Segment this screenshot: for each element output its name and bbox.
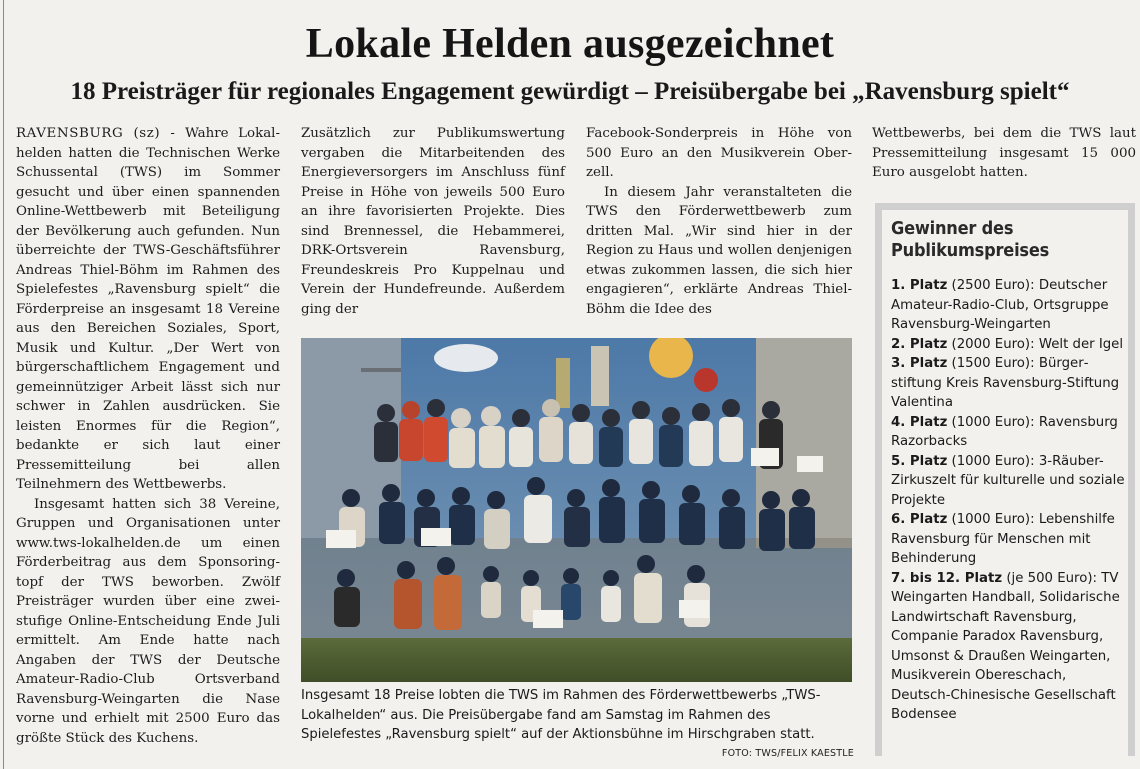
paragraph (16, 124, 280, 495)
photo-caption: Insgesamt 18 Preise lobten die TWS im Rahmen des Förderwettbewerbs „TWS-Lokalhelden“ aus. Die Preisübergabe fand am Samstag im Rahmen des Spielefestes „Ravensburg spielt“ auf der Aktionsbühne im Hirschgraben statt. (301, 688, 821, 742)
headline: Lokale Helden ausgezeichnet (305, 21, 835, 67)
list-item (891, 569, 1129, 725)
paragraph: In diesem Jahr veranstalteten die TWS den Förderwettbewerb zum dritten Mal. „Wir sind hier in der Region zu Haus und wollen denjenigen etwas zukommen lassen, die sich hier engagieren“, erklärte Andreas Thiel-Böhm die Idee des (586, 184, 852, 317)
place-label: 3. Platz (891, 356, 948, 371)
place-text: (1000 Euro): Lebenshilfe Ravensburg für Menschen mit Behinderung (891, 512, 1115, 566)
place-text: (1000 Euro): 3-Räuber-Zirkuszelt für kulturelle und soziale Projekte (891, 453, 1125, 508)
article-column-1 (16, 124, 280, 748)
list-item (891, 452, 1129, 511)
paragraph: Insgesamt hatten sich 38 Vereine, Gruppen und Organisationen unter www.tws-lokalhelden.de um einen Förderbeitrag aus dem Sponsoringtopf der TWS beworben. Zwölf Preisträger wurden über eine zweistufige Online-Entscheidung Ende Juli ermittelt. Am Ende hatte nach Angaben der TWS der Deutsche Amateur-Radio-Club Ortsverband Ravensburg-Weingarten die Nase vorne und erhielt mit 2500 Euro das größte Stück des Kuchens. (16, 496, 280, 746)
place-label: 4. Platz (891, 414, 948, 430)
photo-credit: FOTO: TWS/FELIX KAESTLE (721, 748, 854, 759)
article-column-4 (872, 124, 1136, 183)
place-text: (je 500 Euro): TV Weingarten Handball, Solidarische Landwirtschaft Ravensburg, Companie Paradox Ravensburg, Umsonst & Draußen Weingarten, Musikverein Obereschach, Deutsch-Chinesische Gesellschaft Bodensee (891, 570, 1120, 722)
paragraph-text: Wahre Lokalhelden hatten die Technischen Werke Schussental (TWS) im Sommer gesucht und über einen spannenden Online-Wettbewerb mit Beteiligung der Bevölkerung auch gefunden. Nun überreichte der TWS-Geschäftsführer Andreas Thiel-Böhm im Rahmen des Spielefestes „Ravensburg spielt“ die Förderpreise an insgesamt 18 Vereine aus den Bereichen Soziales, Sport, Musik und Kultur. „Der Wert von bürgerschaftlichem Engagement und gemeinnütziger Arbeit lässt sich nur schwer in Zahlen ausdrücken. Sie leisten Enormes für die Region“, bedankte er sich laut einer Pressemitteilung bei allen Teilnehmern des Wettbewerbs. (16, 126, 280, 492)
subheadline: 18 Preisträger für regionales Engagement gewürdigt – Preisübergabe bei „Ravensburg spielt“ (70, 78, 1070, 105)
place-label: 2. Platz (891, 336, 948, 352)
list-item (891, 276, 1129, 335)
place-label: 7. bis 12. Platz (891, 570, 1003, 586)
list-item (891, 510, 1129, 569)
list-item (891, 354, 1129, 413)
group-photo (301, 338, 852, 682)
list-item (891, 413, 1129, 452)
place-label: 5. Platz (891, 453, 948, 469)
article-column-2 (301, 124, 565, 319)
place-label: 6. Platz (891, 512, 948, 527)
article-column-3 (586, 124, 852, 319)
paragraph: Facebook-Sonderpreis in Höhe von 500 Euro an den Musikverein Oberzell. (586, 126, 852, 180)
place-text: (2500 Euro): Deutscher Amateur-Radio-Club, Ortsgruppe Ravensburg-Weingarten (891, 278, 1109, 332)
place-label: 1. Platz (891, 278, 948, 293)
list-item (891, 335, 1129, 355)
place-text: (2000 Euro): Welt der Igel (947, 336, 1124, 352)
paragraph: Zusätzlich zur Publikumswertung vergaben die Mitarbeitenden des Energieversorgers im Anschluss fünf Preise in Höhe von jeweils 500 Euro an ihre favorisierten Projekte. Dies sind Brennessel, die Hebammerei, DRK-Ortsverein Ravensburg, Freundeskreis Pro Kuppelnau und Verein der Hundefreunde. Außerdem ging der (301, 126, 565, 317)
paragraph: Wettbewerbs, bei dem die TWS laut Pressemitteilung insgesamt 15 000 Euro ausgelobt hatten. (872, 126, 1136, 180)
place-text: (1500 Euro): Bürgerstiftung Kreis Ravensburg-Stiftung Valentina (891, 356, 1120, 410)
dateline: RAVENSBURG (sz) - (16, 126, 176, 141)
group-photo-illustration (301, 338, 852, 682)
page-edge-rule (3, 0, 4, 769)
sidebar-title: Gewinner des Publikumspreises (891, 218, 1050, 261)
winners-list (891, 276, 1129, 725)
place-text: (1000 Euro): Ravensburg Razorbacks (891, 414, 1118, 449)
